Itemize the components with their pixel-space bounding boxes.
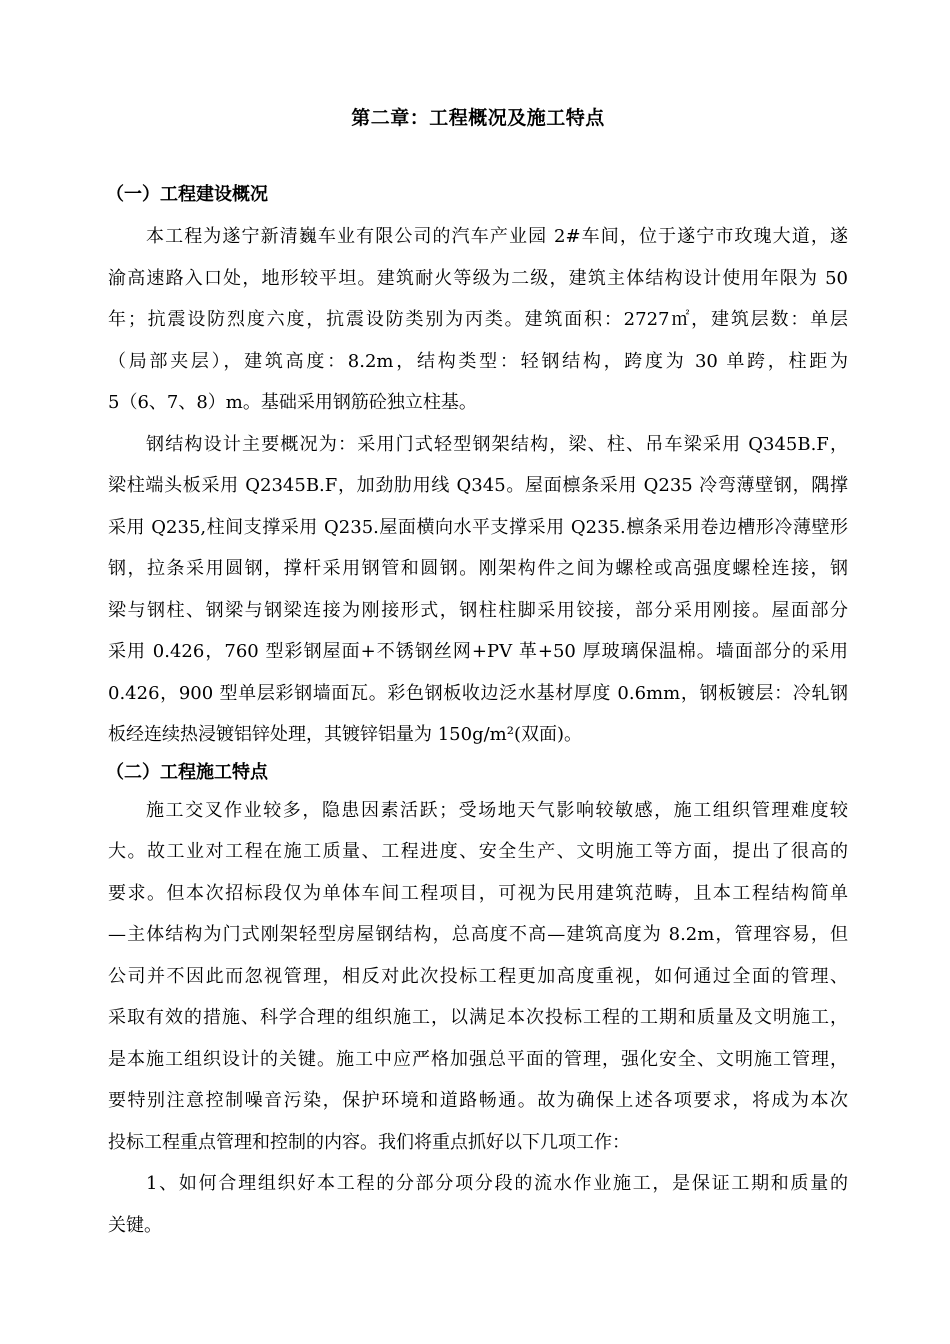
text-line: 0.426，900 型单层彩钢墙面瓦。彩色钢板收边泛水基材厚度 0.6mm，钢板镀层：冷轧钢 xyxy=(108,682,848,704)
text-line: 要特别注意控制噪音污染，保护环境和道路畅通。故为确保上述各项要求，将成为本次 xyxy=(108,1090,848,1111)
text-line: （局部夹层），建筑高度：8.2m，结构类型：轻钢结构，跨度为 30 单跨，柱距为 xyxy=(108,350,848,372)
text-line: 1、如何合理组织好本工程的分部分项分段的流水作业施工，是保证工期和质量的 xyxy=(146,1173,848,1194)
text-line: 采用 Q235,柱间支撑采用 Q235.屋面横向水平支撑采用 Q235.檩条采用卷边槽形冷薄壁形 xyxy=(108,516,848,538)
paragraph-work-item-1 xyxy=(108,1163,848,1246)
text-line: 是本施工组织设计的关键。施工中应严格加强总平面的管理，强化安全、文明施工管理， xyxy=(108,1048,848,1070)
section-heading-construction-features: （二）工程施工特点 xyxy=(106,761,268,783)
text-line: 梁柱端头板采用 Q2345B.F，加劲肋用线 Q345。屋面檩条采用 Q235 冷弯薄壁钢，隅撑 xyxy=(108,475,848,496)
text-line: 要求。但本次招标段仅为单体车间工程项目，可视为民用建筑范畴，且本工程结构简单 xyxy=(108,882,848,904)
paragraph-construction-features xyxy=(108,790,848,1164)
document-page xyxy=(108,98,848,1246)
text-line: 投标工程重点管理和控制的内容。我们将重点抓好以下几项工作： xyxy=(108,1131,630,1153)
text-line: 板经连续热浸镀铝锌处理，其镀锌铝量为 150g/m²(双面)。 xyxy=(108,724,582,745)
chapter-title: 第二章：工程概况及施工特点 xyxy=(351,107,605,129)
text-line: 采用 0.426，760 型彩钢屋面+不锈钢丝网+PV 革+50 厚玻璃保温棉。墙面部分的采用 xyxy=(108,641,848,662)
text-line: 钢，拉条采用圆钢，撑杆采用钢管和圆钢。刚架构件之间为螺栓或高强度螺栓连接，钢 xyxy=(108,558,848,579)
text-line: 大。故工业对工程在施工质量、工程进度、安全生产、文明施工等方面，提出了很高的 xyxy=(108,841,848,862)
text-line: 施工交叉作业较多，隐患因素活跃；受场地天气影响较敏感，施工组织管理难度较 xyxy=(146,799,848,821)
text-line: 公司并不因此而忽视管理，相反对此次投标工程更加高度重视，如何通过全面的管理、 xyxy=(108,965,848,987)
text-line: 渝高速路入口处，地形较平坦。建筑耐火等级为二级，建筑主体结构设计使用年限为 50 xyxy=(108,267,848,289)
text-line: 钢结构设计主要概况为：采用门式轻型钢架结构，梁、柱、吊车梁采用 Q345B.F， xyxy=(146,433,848,455)
text-line: 关键。 xyxy=(108,1214,162,1236)
text-line: 5（6、7、8）m。基础采用钢筋砼独立柱基。 xyxy=(108,392,477,413)
text-line: 年；抗震设防烈度六度，抗震设防类别为丙类。建筑面积：2727㎡，建筑层数：单层 xyxy=(108,309,848,330)
text-line: 采取有效的措施、科学合理的组织施工，以满足本次投标工程的工期和质量及文明施工， xyxy=(108,1007,848,1028)
paragraph-overview xyxy=(108,216,848,424)
text-line: 梁与钢柱、钢梁与钢梁连接为刚接形式，钢柱柱脚采用铰接，部分采用刚接。屋面部分 xyxy=(108,599,848,621)
section-heading-overview: （一）工程建设概况 xyxy=(106,184,268,205)
text-line: —主体结构为门式刚架轻型房屋钢结构，总高度不高—建筑高度为 8.2m，管理容易，但 xyxy=(108,924,848,945)
text-line: 本工程为遂宁新清巍车业有限公司的汽车产业园 2#车间，位于遂宁市玫瑰大道，遂 xyxy=(146,226,848,247)
paragraph-steel-structure xyxy=(108,424,848,756)
